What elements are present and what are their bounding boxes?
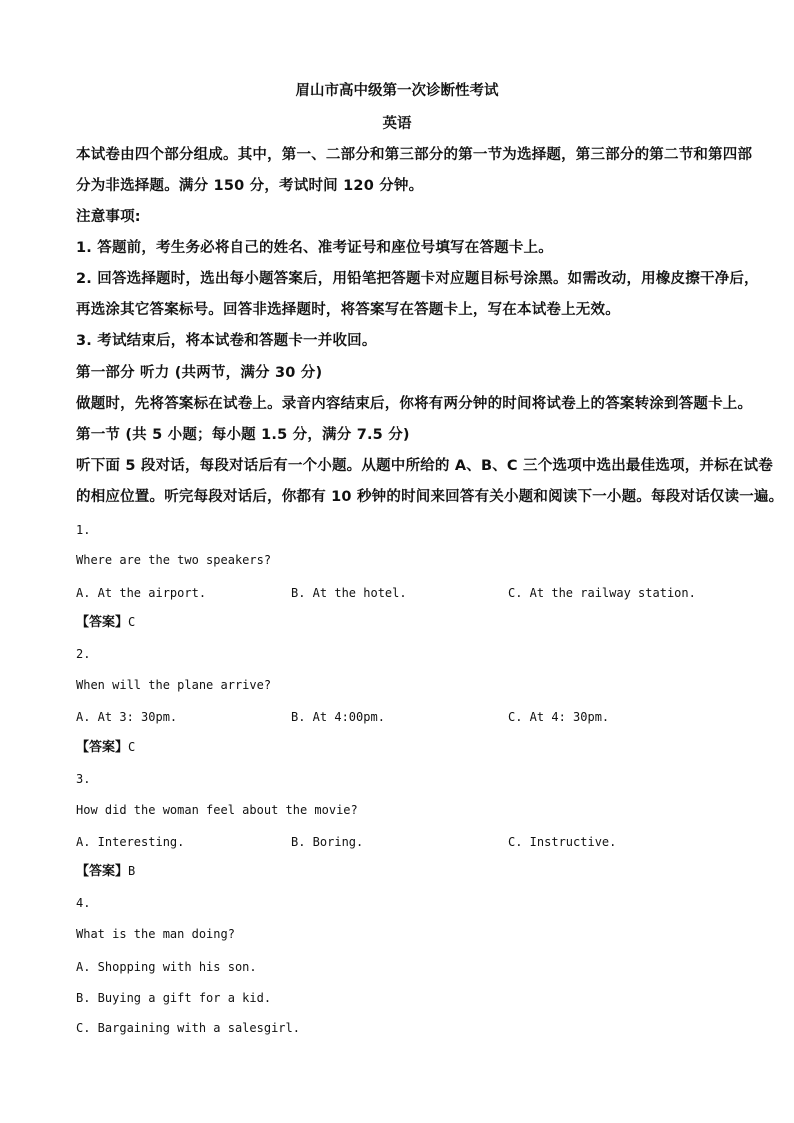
intro-line-2: 分为非选择题。满分 150 分，考试时间 120 分钟。 (76, 178, 424, 194)
notes-item-2-line-2: 再选涂其它答案标号。回答非选择题时，将答案写在答题卡上，写在本试卷上无效。 (76, 302, 620, 318)
question-3-option-c: C. Instructive. (508, 835, 617, 849)
question-2-stem: When will the plane arrive? (76, 678, 272, 692)
question-1-option-a: A. At the airport. (76, 586, 207, 600)
answer-value: C (128, 615, 136, 629)
notes-item-3: 3. 考试结束后，将本试卷和答题卡一并收回。 (76, 333, 377, 349)
part1-instruction: 做题时，先将答案标在试卷上。录音内容结束后，你将有两分钟的时间将试卷上的答案转涂到答题卡上。 (76, 396, 753, 412)
question-1-option-b: B. At the hotel. (291, 586, 407, 600)
exam-title: 眉山市高中级第一次诊断性考试 (295, 83, 499, 99)
question-3-option-b: B. Boring. (291, 835, 364, 849)
subject-title: 英语 (382, 116, 412, 132)
question-2-number: 2. (76, 647, 91, 661)
question-1-answer (76, 616, 135, 629)
question-2-option-a: A. At 3: 30pm. (76, 710, 178, 724)
answer-value: B (128, 864, 136, 878)
answer-label: 【答案】 (76, 615, 129, 630)
notes-item-1: 1. 答题前，考生务必将自己的姓名、准考证号和座位号填写在答题卡上。 (76, 240, 553, 256)
question-3-answer (76, 865, 135, 878)
answer-label: 【答案】 (76, 740, 129, 755)
answer-label: 【答案】 (76, 864, 129, 879)
part1-heading: 第一部分 听力 (共两节，满分 30 分) (76, 365, 323, 381)
question-1-stem: Where are the two speakers? (76, 553, 272, 567)
question-2-option-b: B. At 4:00pm. (291, 710, 385, 724)
question-4-option-b: B. Buying a gift for a kid. (76, 991, 272, 1005)
question-3-number: 3. (76, 772, 91, 786)
question-4-option-a: A. Shopping with his son. (76, 960, 257, 974)
question-3-stem: How did the woman feel about the movie? (76, 803, 358, 817)
question-3-option-a: A. Interesting. (76, 835, 185, 849)
question-1-option-c: C. At the railway station. (508, 586, 696, 600)
question-4-stem: What is the man doing? (76, 927, 235, 941)
answer-value: C (128, 740, 136, 754)
section1-heading: 第一节 (共 5 小题；每小题 1.5 分，满分 7.5 分) (76, 427, 410, 443)
question-1-number: 1. (76, 523, 91, 537)
section1-instruction-line-1: 听下面 5 段对话，每段对话后有一个小题。从题中所给的 A、B、C 三个选项中选出最佳选项，并标在试卷 (76, 458, 773, 474)
intro-line-1: 本试卷由四个部分组成。其中，第一、二部分和第三部分的第一节为选择题，第三部分的第二节和第四部 (76, 147, 753, 163)
question-4-option-c: C. Bargaining with a salesgirl. (76, 1021, 300, 1035)
question-4-number: 4. (76, 896, 91, 910)
section1-instruction-line-2: 的相应位置。听完每段对话后，你都有 10 秒钟的时间来回答有关小题和阅读下一小题。每段对话仅读一遍。 (76, 489, 784, 505)
question-2-answer (76, 741, 135, 754)
notes-heading: 注意事项: (76, 209, 141, 225)
question-2-option-c: C. At 4: 30pm. (508, 710, 610, 724)
notes-item-2-line-1: 2. 回答选择题时，选出每小题答案后，用铅笔把答题卡对应题目标号涂黑。如需改动，用橡皮擦干净后， (76, 271, 759, 287)
